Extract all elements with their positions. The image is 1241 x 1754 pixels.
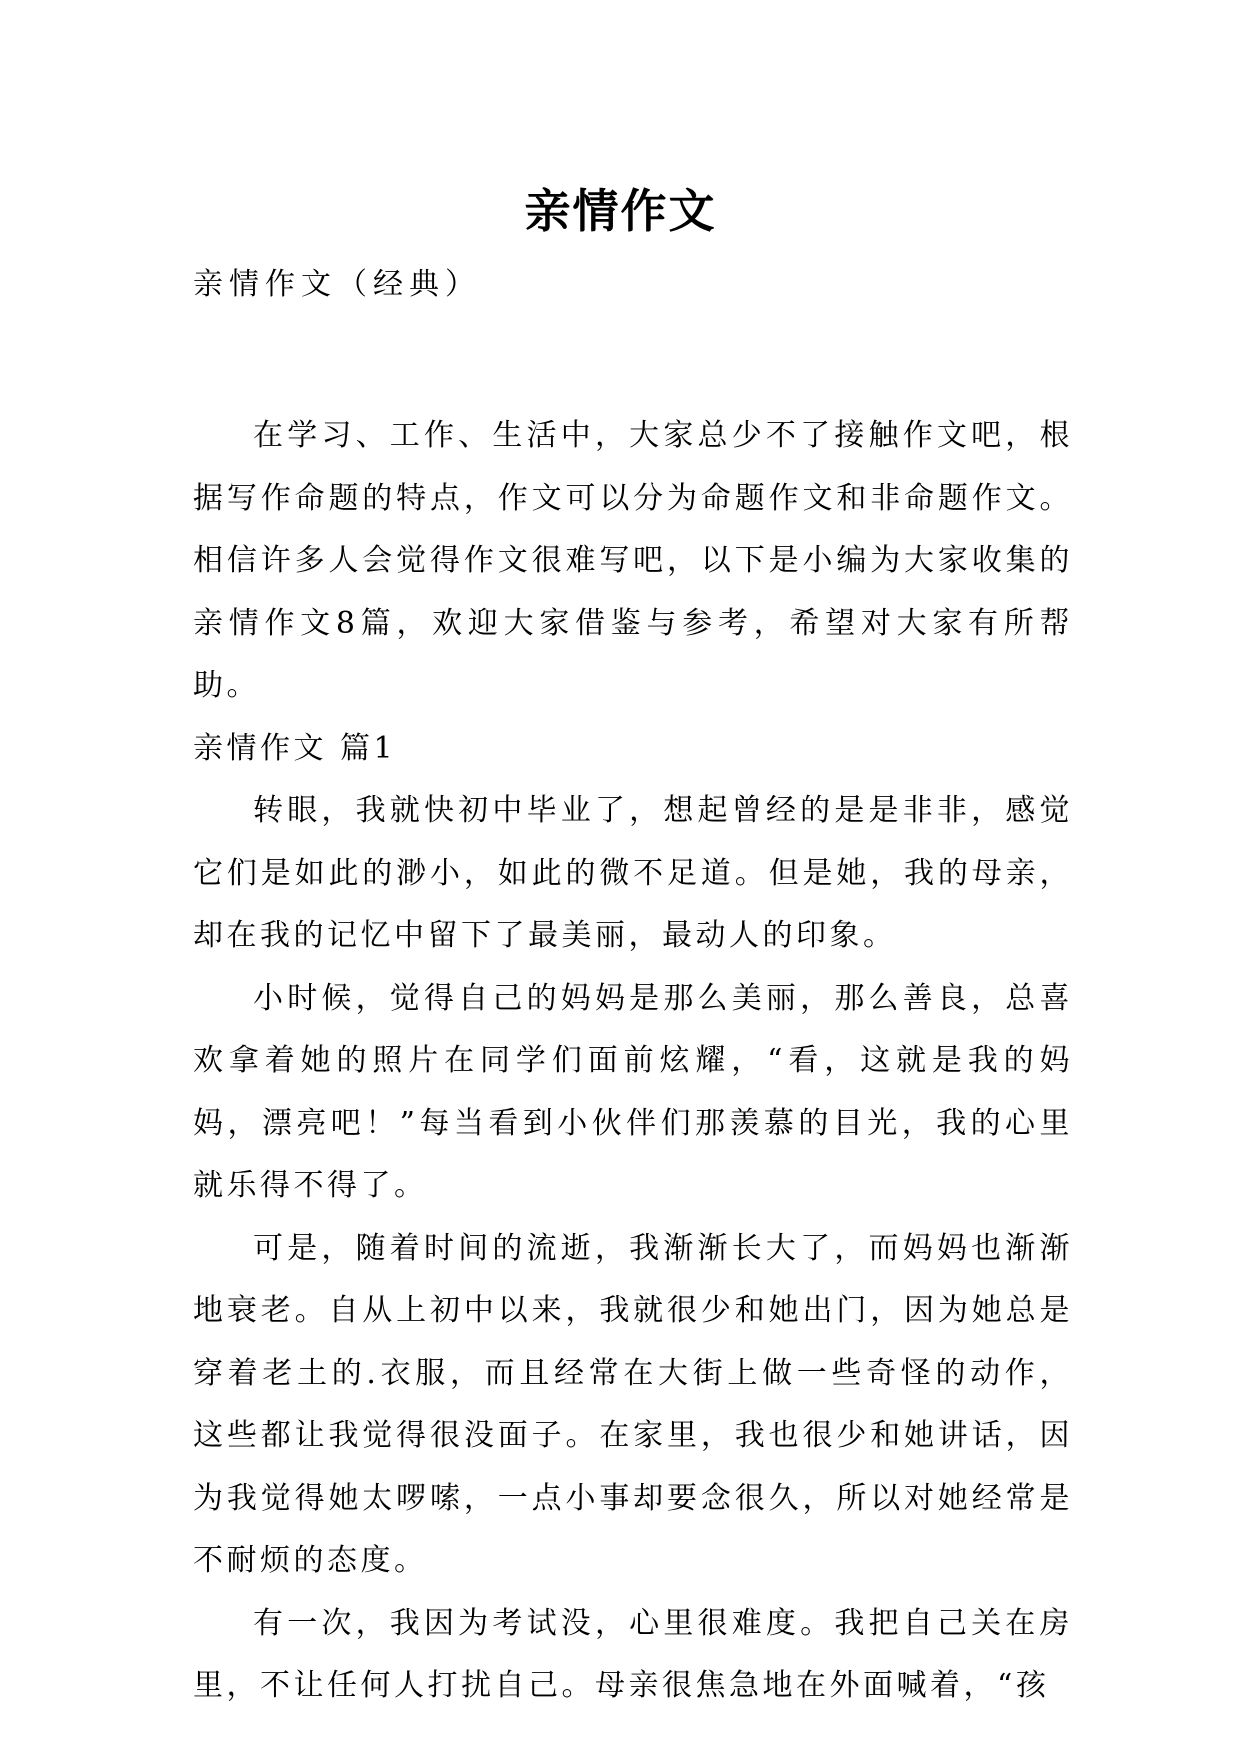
body-paragraph: 可是，随着时间的流逝，我渐渐长大了，而妈妈也渐渐地衰老。自从上初中以来，我就很少和她出门，因为她总是穿着老土的.衣服，而且经常在大街上做一些奇怪的动作，这些都让我觉得很没面子。在家里，我也很少和她讲话，因为我觉得她太啰嗦，一点小事却要念很久，所以对她经常是不耐烦的态度。 [193, 1230, 1073, 1578]
body-paragraph: 有一次，我因为考试没，心里很难度。我把自己关在房里，不让任何人打扰自己。母亲很焦急地在外面喊着，“孩 [193, 1605, 1073, 1703]
intro-paragraph: 在学习、工作、生活中，大家总少不了接触作文吧，根据写作命题的特点，作文可以分为命题作文和非命题作文。相信许多人会觉得作文很难写吧，以下是小编为大家收集的亲情作文8篇，欢迎大家借鉴与参考，希望对大家有所帮助。 [193, 418, 1073, 703]
document-subtitle: 亲情作文（经典） [193, 267, 481, 302]
page-title: 亲情作文 [524, 183, 717, 238]
section-heading: 亲情作文 篇1 [193, 730, 397, 766]
body-paragraph: 转眼，我就快初中毕业了，想起曾经的是是非非，感觉它们是如此的渺小，如此的微不足道。但是她，我的母亲，却在我的记忆中留下了最美丽，最动人的印象。 [193, 793, 1073, 953]
document-body [193, 405, 1073, 1718]
body-paragraph: 小时候，觉得自己的妈妈是那么美丽，那么善良，总喜欢拿着她的照片在同学们面前炫耀，“看，这就是我的妈妈，漂亮吧！”每当看到小伙伴们那羡慕的目光，我的心里就乐得不得了。 [193, 980, 1073, 1203]
